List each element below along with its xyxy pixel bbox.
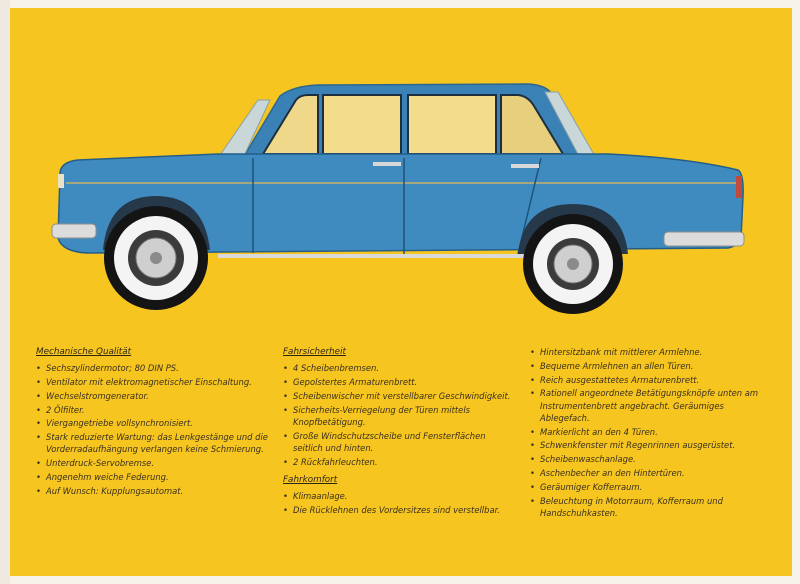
front-door-window	[323, 95, 401, 154]
list-item: • Unterdruck-Servobremse.	[36, 457, 274, 469]
safety-heading: Fahrsicherheit	[283, 347, 346, 357]
list-item: • Viergangetriebe vollsynchronisiert.	[36, 417, 274, 429]
list-item: • Wechselstromgenerator.	[36, 390, 274, 402]
mechanical-heading: Mechanische Qualität	[36, 347, 132, 357]
rear-wheel	[523, 214, 623, 314]
list-item: • Aschenbecher an den Hintertüren.	[530, 467, 766, 479]
list-item: • Klimaanlage.	[283, 490, 515, 502]
list-item: • Ventilator mit elektromagnetischer Einschaltung.	[36, 376, 274, 388]
front-door-handle	[373, 162, 401, 166]
list-item: • Sechszylindermotor; 80 DIN PS.	[36, 362, 274, 374]
list-item: • Bequeme Armlehnen an allen Türen.	[530, 360, 766, 372]
safety-column	[283, 346, 515, 518]
car-illustration	[48, 78, 758, 318]
list-item: • Angenehm weiche Federung.	[36, 471, 274, 483]
mechanical-list	[36, 362, 274, 497]
list-item: • Reich ausgestattetes Armaturenbrett.	[530, 374, 766, 386]
list-item: • 2 Ölfilter.	[36, 404, 274, 416]
list-item: • Sicherheits-Verriegelung der Türen mittels Knopfbetätigung.	[283, 404, 515, 428]
interior-column	[530, 346, 766, 521]
safety-list	[283, 362, 515, 468]
rear-door-handle	[511, 164, 539, 168]
list-item: • Beleuchtung in Motorraum, Kofferraum und Handschuhkasten.	[530, 495, 766, 519]
front-headlight	[58, 174, 64, 188]
list-item: • Markierlicht an den 4 Türen.	[530, 426, 766, 438]
page-edge	[0, 0, 10, 584]
mechanical-column	[36, 346, 274, 499]
list-item: • Geräumiger Kofferraum.	[530, 481, 766, 493]
list-item: • Rationell angeordnete Betätigungsknöpfe unten am Instrumentenbrett angebracht. Geräumiges Ablegefach.	[530, 387, 766, 424]
list-item: • 4 Scheibenbremsen.	[283, 362, 515, 374]
rear-bumper	[664, 232, 744, 246]
list-item: • Scheibenwischer mit verstellbarer Geschwindigkeit.	[283, 390, 515, 402]
list-item: • 2 Rückfahrleuchten.	[283, 456, 515, 468]
list-item: • Schwenkfenster mit Regenrinnen ausgerüstet.	[530, 439, 766, 451]
comfort-list	[283, 490, 515, 516]
comfort-heading: Fahrkomfort	[283, 474, 338, 485]
front-bumper	[52, 224, 96, 238]
rear-door-window	[408, 95, 496, 154]
list-item: • Scheibenwaschanlage.	[530, 453, 766, 465]
list-item: • Stark reduzierte Wartung: das Lenkgestänge und die Vorderradaufhängung verlangen keine Schmierung.	[36, 431, 274, 455]
front-wheel	[104, 206, 208, 310]
interior-list	[530, 346, 766, 519]
list-item: • Gepolstertes Armaturenbrett.	[283, 376, 515, 388]
list-item: • Große Windschutzscheibe und Fensterflächen seitlich und hinten.	[283, 430, 515, 454]
list-item: • Hintersitzbank mit mittlerer Armlehne.	[530, 346, 766, 358]
list-item: • Auf Wunsch: Kupplungsautomat.	[36, 485, 274, 497]
list-item: • Die Rücklehnen des Vordersitzes sind verstellbar.	[283, 504, 515, 516]
rear-tail-light	[736, 176, 742, 198]
